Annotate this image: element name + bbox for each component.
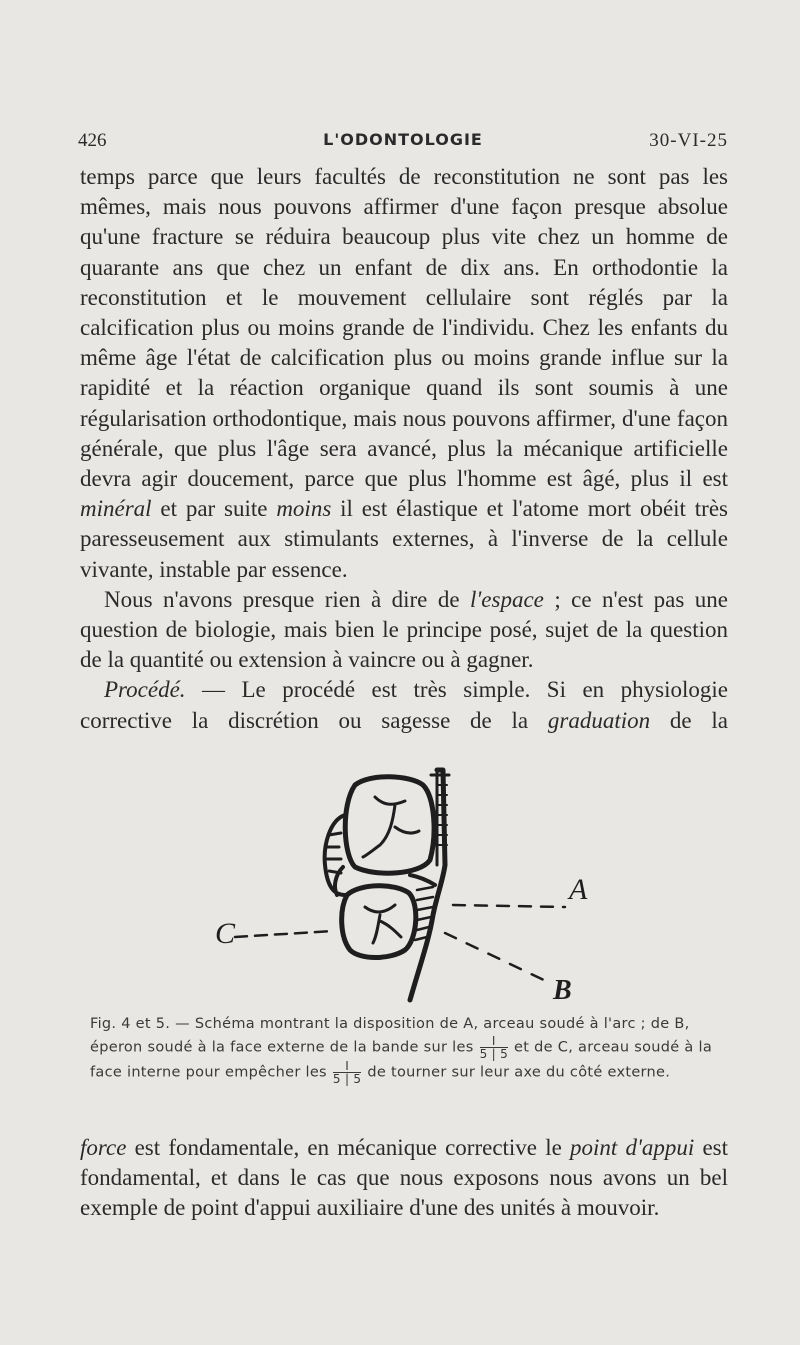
- paragraph-procede: Procédé. — Le procédé est très simple. Si en physiologie corrective la discrétion ou sagesse de la graduation de la: [80, 677, 729, 733]
- body-text-top: [80, 162, 728, 736]
- page-number: 426: [78, 130, 107, 151]
- leader-line-c: [235, 931, 333, 937]
- emphasis-mineral: minéral: [80, 496, 152, 522]
- lower-tooth-fissures: [365, 905, 401, 943]
- body-text-bottom: [80, 1133, 728, 1224]
- figure-label-a: A: [569, 873, 588, 906]
- emphasis-point-appui: point d'appui: [569, 1135, 695, 1160]
- emphasis-graduation: graduation: [547, 707, 651, 733]
- emphasis-moins: moins: [276, 496, 332, 522]
- tooth-fraction-2: $\frac{I}{5 | 5}$: [332, 1059, 362, 1086]
- emphasis-espace: l'espace: [469, 586, 544, 612]
- upper-tooth-fissures: [363, 797, 419, 857]
- leader-line-a: [453, 905, 565, 907]
- emphasis-procede: Procédé.: [104, 677, 186, 703]
- paragraph-espace: Nous n'avons presque rien à dire de l'espace ; ce n'est pas une question de biologie, mais bien le principe posé, sujet de la question de la quantité ou extension à vaincre ou à gagner.: [80, 586, 728, 673]
- figure-label-c: C: [215, 917, 236, 950]
- issue-date: 30-VI-25: [649, 130, 728, 151]
- emphasis-force: force: [80, 1135, 127, 1160]
- orthodontic-band: [325, 815, 345, 895]
- tooth-fraction: $\frac{I}{5 | 5}$: [479, 1034, 509, 1061]
- dental-schema-figure: [205, 755, 605, 1010]
- leader-line-b: [445, 933, 550, 983]
- figure-caption: Fig. 4 et 5. — Schéma montrant la disposition de A, arceau soudé à l'arc ; de B, éperon soudé à la face externe de la bande sur les $\frac{I}{5 | 5}$ et de C, arceau soudé à la face interne pour empêcher les $\frac{I}{5 | 5}$ de tourner sur leur axe du côté externe.: [90, 1016, 713, 1086]
- paragraph-point-appui: force est fondamentale, en mécanique corrective le point d'appui est fondamental, et dans le cas que nous exposons nous avons un bel exemple de point d'appui auxiliaire d'une des unités à mouvoir.: [80, 1135, 728, 1221]
- figure-label-b: B: [553, 975, 572, 1006]
- page-header: [78, 130, 728, 160]
- paragraph-calcification: temps parce que leurs facultés de reconstitution ne sont pas les mêmes, mais nous pouvons affirmer d'une façon presque absolue qu'une fracture se réduira beaucoup plus vite chez un homme de quarante ans que chez un enfant de dix ans. En orthodontie la reconstitution et le mouvement cellulaire sont réglés par la calcification plus ou moins grande de l'individu. Chez les enfants du même âge l'état de calcification plus ou moins grande influe sur la rapidité et la réaction organique quand ils sont soumis à une régularisation orthodontique, mais nous pouvons affirmer, d'une façon générale, que plus l'âge sera avancé, plus la mécanique artificielle devra agir doucement, parce que plus l'homme est âgé, plus il est minéral et par suite moins il est élastique et l'atome mort obéit très paresseusement aux stimulants externes, à l'inverse de la cellule vivante, instable par essence.: [80, 164, 728, 582]
- journal-title: L'ODONTOLOGIE: [323, 130, 483, 149]
